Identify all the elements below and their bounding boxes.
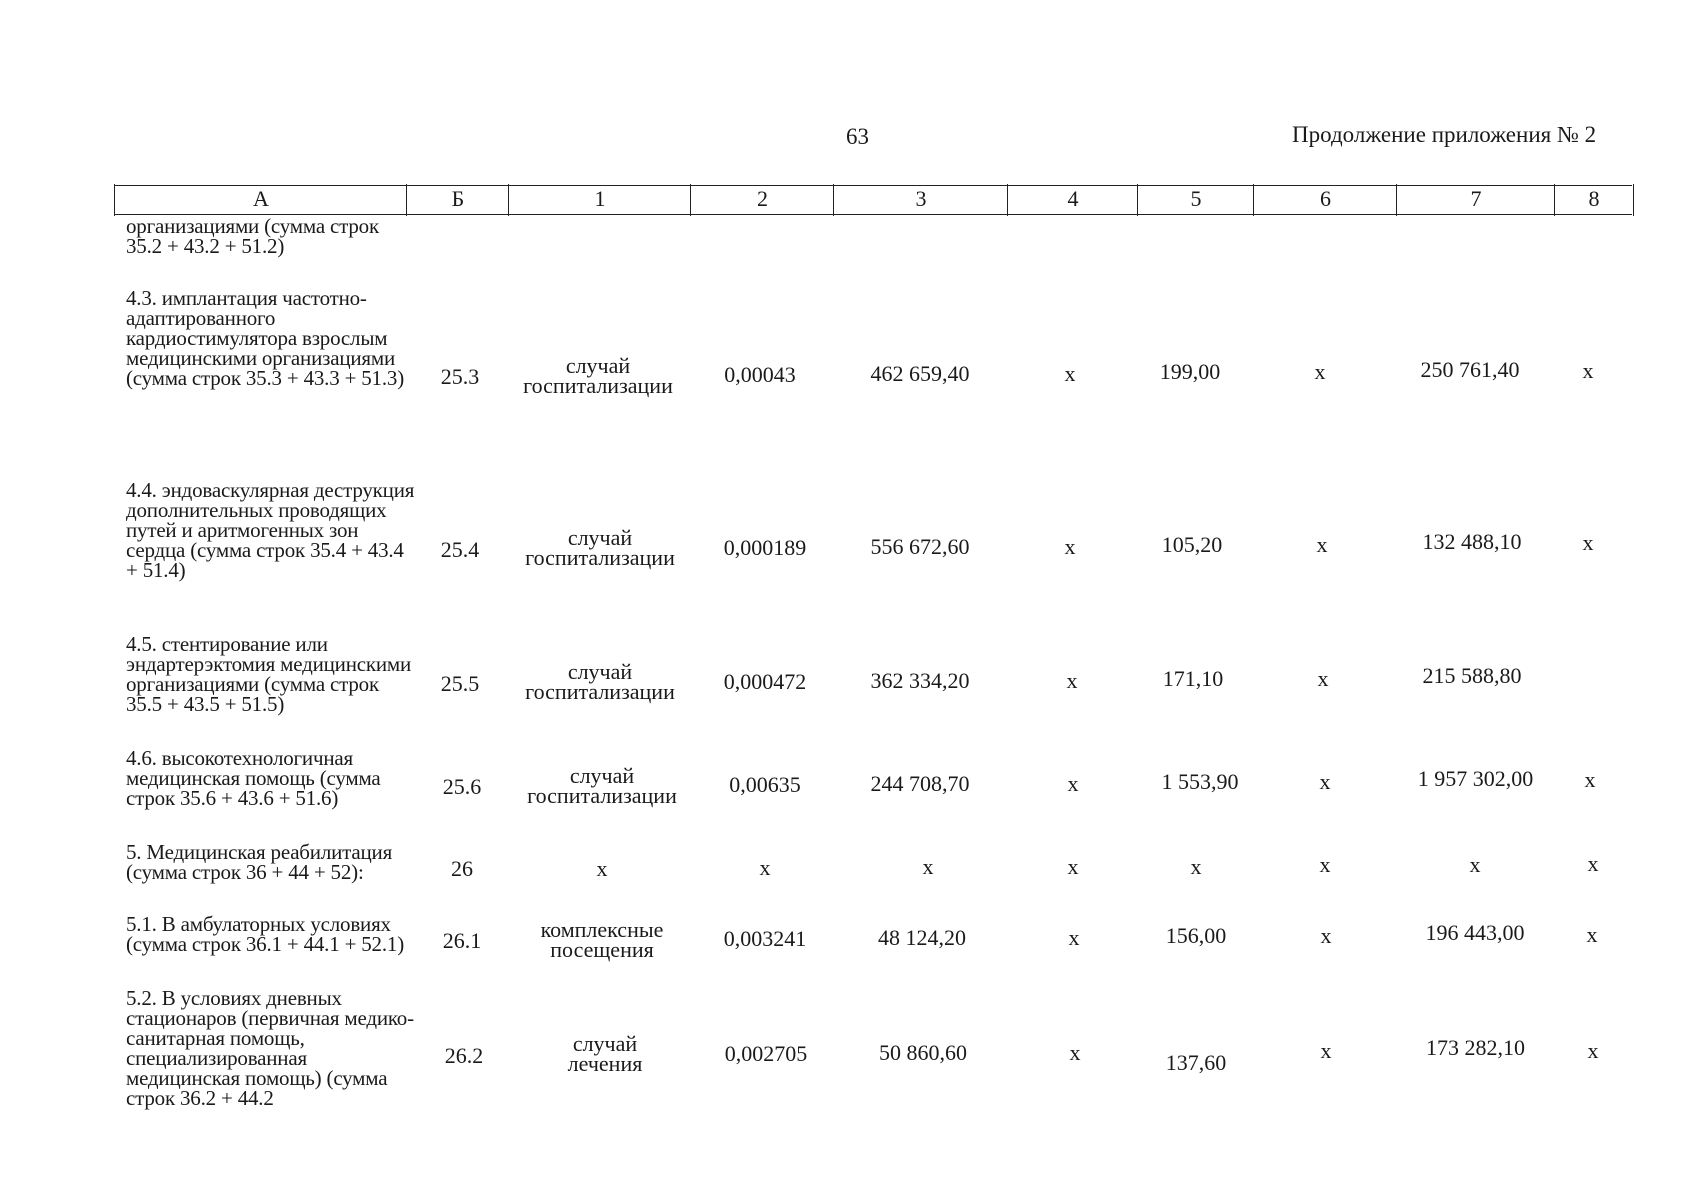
page-number: 63 (846, 124, 869, 149)
table-header-row (114, 185, 1632, 215)
column-header-b: Б (406, 184, 509, 216)
cell-col-5: 1 553,90 (1161, 769, 1239, 794)
row-label: 5.1. В амбулаторных условиях (сумма строк 36.1 + 44.1 + 52.1) (126, 912, 405, 956)
cell-col-5: 199,00 (1159, 359, 1221, 384)
row-label: организациями (сумма строк 35.2 + 43.2 + 51.2) (126, 214, 379, 258)
cell-col-8: х (1587, 851, 1599, 876)
cell-col-7: 250 761,40 (1420, 357, 1520, 382)
cell-col-5: 137,60 (1165, 1050, 1227, 1075)
cell-col-4: х (1066, 668, 1078, 693)
cell-col-7: 1 957 302,00 (1417, 766, 1534, 791)
row-code: 26 (451, 856, 473, 881)
column-header-5: 5 (1137, 184, 1254, 216)
cell-col-2: х (759, 855, 771, 880)
cell-col-6: х (1319, 852, 1331, 877)
cell-col-5: 105,20 (1161, 532, 1223, 557)
column-header-7: 7 (1396, 184, 1555, 216)
row-label: 5. Медицинская реабилитация (сумма строк 36 + 44 + 52): (126, 840, 393, 884)
cell-col-3: 462 659,40 (870, 361, 970, 386)
column-header-a: А (114, 184, 407, 216)
row-code: 26.1 (442, 928, 482, 953)
cell-col-8: х (1582, 358, 1594, 383)
row-code: 25.6 (442, 774, 482, 799)
cell-col-5: 171,10 (1162, 666, 1224, 691)
unit-of-measure: х (596, 856, 608, 881)
column-header-3: 3 (833, 184, 1008, 216)
row-code: 26.2 (444, 1043, 484, 1068)
cell-col-8: х (1586, 922, 1598, 947)
cell-col-6: х (1316, 532, 1328, 557)
cell-col-6: х (1317, 666, 1329, 691)
cell-col-2: 0,00043 (724, 362, 796, 387)
unit-of-measure: случай госпитализации (525, 659, 675, 704)
appendix-continuation-note: Продолжение приложения № 2 (1292, 122, 1597, 147)
unit-of-measure: случай госпитализации (525, 525, 675, 570)
row-label: 4.6. высокотехнологичная медицинская помощь (сумма строк 35.6 + 43.6 + 51.6) (126, 746, 381, 810)
column-header-1: 1 (508, 184, 691, 216)
unit-of-measure: случай госпитализации (523, 353, 673, 398)
row-code: 25.4 (440, 537, 480, 562)
cell-col-7: 132 488,10 (1422, 529, 1522, 554)
cell-col-6: х (1314, 359, 1326, 384)
column-header-8: 8 (1554, 184, 1634, 216)
row-label: 4.4. эндоваскулярная деструкция дополнительных проводящих путей и аритмогенных зон сердца (сумма строк 35.4 + 43.4 + 51.4) (126, 478, 415, 582)
unit-of-measure: случай лечения (567, 1031, 643, 1076)
cell-col-3: 556 672,60 (870, 534, 970, 559)
cell-col-2: 0,000189 (723, 535, 807, 560)
row-code: 25.3 (440, 364, 480, 389)
cell-col-8: х (1582, 530, 1594, 555)
cell-col-4: х (1064, 361, 1076, 386)
cell-col-7: 215 588,80 (1422, 663, 1522, 688)
cell-col-4: х (1067, 854, 1079, 879)
cell-col-4: х (1069, 1040, 1081, 1065)
cell-col-2: 0,000472 (723, 669, 807, 694)
cell-col-2: 0,003241 (723, 926, 807, 951)
cell-col-8: х (1584, 767, 1596, 792)
cell-col-8: х (1587, 1038, 1599, 1063)
cell-col-5: 156,00 (1165, 923, 1227, 948)
row-label: 4.3. имплантация частотно-адаптированного кардиостимулятора взрослым медицинскими организациями (сумма строк 35.3 + 43.3 + 51.3) (126, 286, 405, 390)
cell-col-7: 173 282,10 (1426, 1035, 1525, 1060)
unit-of-measure: случай госпитализации (527, 763, 677, 808)
row-label: 5.2. В условиях дневных стационаров (первичная медико-санитарная помощь, специализированная медицинская помощь) (сумма строк 36.2 + 44.2 (126, 986, 414, 1110)
cell-col-4: х (1068, 925, 1080, 950)
column-header-6: 6 (1253, 184, 1397, 216)
cell-col-7: 196 443,00 (1425, 920, 1525, 945)
cell-col-3: 48 124,20 (878, 925, 966, 950)
cell-col-4: х (1064, 534, 1076, 559)
cell-col-3: 244 708,70 (870, 771, 970, 796)
cell-col-6: х (1320, 923, 1332, 948)
cell-col-2: 0,00635 (729, 772, 801, 797)
row-code: 25.5 (440, 671, 480, 696)
cell-col-3: 50 860,60 (879, 1040, 967, 1065)
cell-col-6: х (1319, 769, 1331, 794)
cell-col-5: х (1190, 854, 1202, 879)
cell-col-7: х (1469, 852, 1481, 877)
column-header-2: 2 (690, 184, 834, 216)
cell-col-3: 362 334,20 (870, 668, 970, 693)
cell-col-4: х (1067, 771, 1079, 796)
row-label: 4.5. стентирование или эндартерэктомия медицинскими организациями (сумма строк 35.5 + 43.5 + 51.5) (126, 632, 412, 716)
cell-col-3: х (922, 854, 934, 879)
unit-of-measure: комплексные посещения (540, 917, 664, 962)
cell-col-2: 0,002705 (724, 1041, 808, 1066)
cell-col-6: х (1320, 1038, 1332, 1063)
column-header-4: 4 (1007, 184, 1138, 216)
